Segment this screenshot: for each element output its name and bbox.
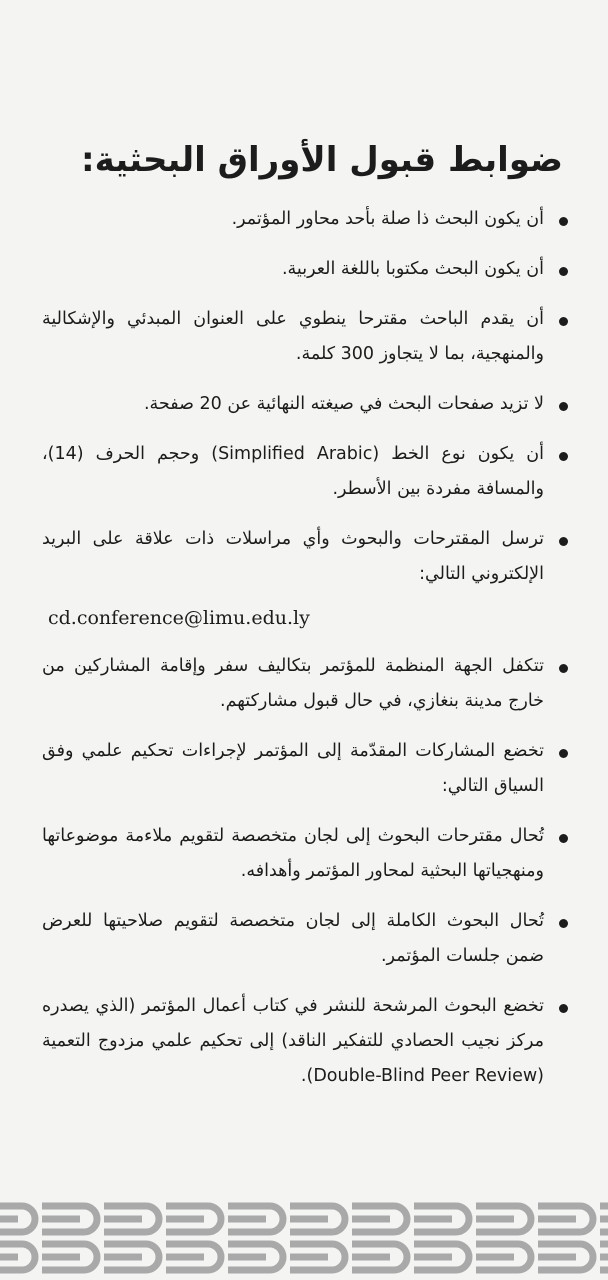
list-item-relevance: [42, 202, 568, 237]
list-item-full-paper-review: [42, 904, 568, 974]
list-item-text: لا تزيد صفحات البحث في صيغته النهائية عن 20 صفحة.: [143, 394, 544, 414]
list-item-travel: [42, 649, 568, 719]
list-item-font: [42, 437, 568, 507]
page-title: ضوابط قبول الأوراق البحثية:: [81, 140, 563, 180]
criteria-list: [42, 202, 568, 1109]
bullet-icon: [559, 317, 568, 326]
pattern-motif-row: [0, 1206, 608, 1270]
bullet-icon: [559, 919, 568, 928]
contact-email-link[interactable]: cd.conference@limu.edu.ly: [48, 607, 310, 629]
list-item-proposal-review: [42, 819, 568, 889]
list-item-text: ترسل المقترحات والبحوث وأي مراسلات ذات علاقة على البريد الإلكتروني التالي:: [42, 529, 544, 584]
decorative-pattern-footer: [0, 1192, 608, 1280]
list-item-proposal: [42, 302, 568, 372]
list-item-text: تخضع البحوث المرشحة للنشر في كتاب أعمال المؤتمر (الذي يصدره مركز نجيب الحصادي للتفكير الناقد) إلى تحكيم علمي مزدوج التعمية (Double-Blind Peer Review).: [42, 996, 544, 1086]
list-item-text: تُحال مقترحات البحوث إلى لجان متخصصة لتقويم ملاءمة موضوعاتها ومنهجياتها البحثية لمحاور المؤتمر وأهدافه.: [42, 826, 544, 881]
bullet-icon: [559, 664, 568, 673]
list-item-page-limit: [42, 387, 568, 422]
bullet-icon: [559, 537, 568, 546]
list-item-text: تتكفل الجهة المنظمة للمؤتمر بتكاليف سفر وإقامة المشاركين من خارج مدينة بنغازي، في حال قبول مشاركتهم.: [42, 656, 544, 711]
bullet-icon: [559, 834, 568, 843]
bullet-icon: [559, 452, 568, 461]
list-item-text: تخضع المشاركات المقدّمة إلى المؤتمر لإجراءات تحكيم علمي وفق السياق التالي:: [42, 741, 544, 796]
list-item-review-process: [42, 734, 568, 804]
list-item-text: أن يقدم الباحث مقترحا ينطوي على العنوان المبدئي والإشكالية والمنهجية، بما لا يتجاوز 300 كلمة.: [42, 309, 544, 364]
list-item-text: أن يكون نوع الخط (Simplified Arabic) وحجم الحرف (14)، والمسافة مفردة بين الأسطر.: [42, 444, 544, 499]
list-item-peer-review: [42, 989, 568, 1094]
list-item-submission: [42, 522, 568, 592]
bullet-icon: [559, 267, 568, 276]
list-item-language: [42, 252, 568, 287]
bullet-icon: [559, 1004, 568, 1013]
bullet-icon: [559, 402, 568, 411]
bullet-icon: [559, 749, 568, 758]
list-item-text: أن يكون البحث ذا صلة بأحد محاور المؤتمر.: [231, 209, 544, 229]
list-item-text: تُحال البحوث الكاملة إلى لجان متخصصة لتقويم صلاحيتها للعرض ضمن جلسات المؤتمر.: [42, 911, 544, 966]
list-item-text: أن يكون البحث مكتوبا باللغة العربية.: [281, 259, 544, 279]
bullet-icon: [559, 217, 568, 226]
